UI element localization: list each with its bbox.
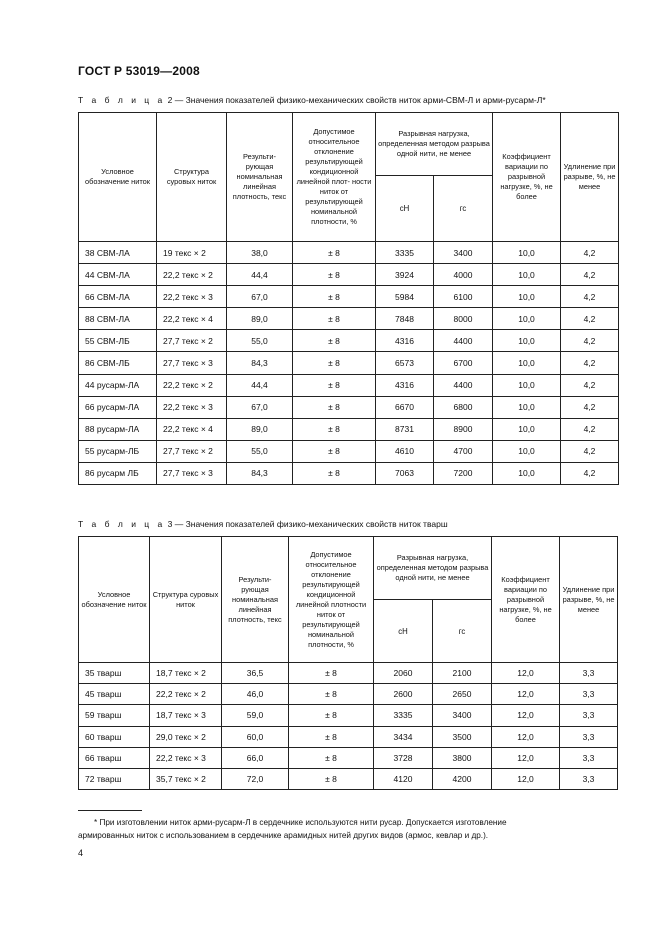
table-row [79, 418, 619, 440]
footnote [78, 816, 586, 842]
cell-load-cn: 7848 [376, 308, 434, 330]
cell-variation: 12,0 [492, 663, 560, 684]
cell-designation: 55 СВМ-ЛБ [79, 330, 157, 352]
table3-caption-number: 3 [167, 519, 173, 529]
cell-variation: 10,0 [493, 418, 561, 440]
cell-density: 59,0 [222, 705, 289, 726]
cell-density: 67,0 [227, 286, 293, 308]
cell-load-cn: 2600 [374, 684, 433, 705]
cell-deviation: ± 8 [289, 768, 374, 789]
cell-structure: 22,2 текс × 2 [150, 684, 222, 705]
header-load-cn: сН [374, 600, 433, 663]
cell-load-cn: 3728 [374, 747, 433, 768]
cell-load-cn: 3335 [374, 705, 433, 726]
table3 [78, 536, 618, 790]
cell-deviation: ± 8 [293, 242, 376, 264]
cell-structure: 29,0 текс × 2 [150, 726, 222, 747]
cell-elongation: 4,2 [561, 264, 619, 286]
cell-elongation: 4,2 [561, 396, 619, 418]
document-header: ГОСТ Р 53019—2008 [78, 64, 200, 78]
page-number: 4 [78, 848, 84, 858]
footnote-divider [78, 810, 142, 811]
cell-designation: 38 СВМ-ЛА [79, 242, 157, 264]
table-row [79, 462, 619, 484]
table2-caption-number: 2 [167, 95, 173, 105]
cell-structure: 19 текс × 2 [157, 242, 227, 264]
cell-structure: 22,2 текс × 2 [157, 264, 227, 286]
cell-elongation: 3,3 [560, 747, 618, 768]
table-row [79, 374, 619, 396]
cell-variation: 10,0 [493, 308, 561, 330]
cell-load-cn: 5984 [376, 286, 434, 308]
header-variation: Коэффициент вариации по разрывной нагрузке, %, не более [492, 537, 560, 663]
cell-variation: 12,0 [492, 684, 560, 705]
cell-deviation: ± 8 [293, 418, 376, 440]
cell-load-cn: 4316 [376, 330, 434, 352]
cell-structure: 22,2 текс × 4 [157, 308, 227, 330]
cell-load-cn: 3335 [376, 242, 434, 264]
cell-variation: 10,0 [493, 440, 561, 462]
cell-deviation: ± 8 [293, 286, 376, 308]
cell-structure: 35,7 текс × 2 [150, 768, 222, 789]
cell-variation: 10,0 [493, 330, 561, 352]
table3-body [79, 663, 618, 790]
cell-load-gs: 3400 [434, 242, 493, 264]
header-load-gs: гс [433, 600, 492, 663]
cell-designation: 88 русарм-ЛА [79, 418, 157, 440]
cell-density: 55,0 [227, 440, 293, 462]
cell-structure: 27,7 текс × 3 [157, 352, 227, 374]
cell-density: 89,0 [227, 308, 293, 330]
cell-load-cn: 6573 [376, 352, 434, 374]
cell-variation: 12,0 [492, 705, 560, 726]
cell-elongation: 4,2 [561, 440, 619, 462]
cell-load-gs: 4200 [433, 768, 492, 789]
cell-density: 84,3 [227, 352, 293, 374]
cell-load-gs: 2100 [433, 663, 492, 684]
cell-load-gs: 8900 [434, 418, 493, 440]
cell-load-gs: 6800 [434, 396, 493, 418]
cell-elongation: 4,2 [561, 286, 619, 308]
cell-density: 84,3 [227, 462, 293, 484]
cell-deviation: ± 8 [289, 705, 374, 726]
cell-load-gs: 4400 [434, 374, 493, 396]
cell-density: 60,0 [222, 726, 289, 747]
cell-variation: 10,0 [493, 374, 561, 396]
table2-caption-text: — Значения показателей физико-механических свойств ниток арми-СВМ-Л и арми-русарм-Л* [174, 95, 546, 105]
table-row [79, 726, 618, 747]
cell-load-cn: 8731 [376, 418, 434, 440]
cell-elongation: 4,2 [561, 352, 619, 374]
table3-caption-text: — Значения показателей физико-механических свойств ниток тварш [174, 519, 448, 529]
table-row [79, 286, 619, 308]
cell-designation: 88 СВМ-ЛА [79, 308, 157, 330]
cell-deviation: ± 8 [293, 352, 376, 374]
cell-density: 44,4 [227, 374, 293, 396]
cell-load-gs: 4700 [434, 440, 493, 462]
table-row [79, 352, 619, 374]
cell-designation: 59 тварш [79, 705, 150, 726]
cell-load-gs: 4400 [434, 330, 493, 352]
cell-variation: 12,0 [492, 726, 560, 747]
footnote-line-1: * При изготовлении ниток арми-русарм-Л в сердечнике используются нити русар. Допускается изготовление [94, 818, 507, 827]
cell-density: 72,0 [222, 768, 289, 789]
cell-elongation: 4,2 [561, 330, 619, 352]
cell-elongation: 3,3 [560, 663, 618, 684]
cell-structure: 18,7 текс × 3 [150, 705, 222, 726]
cell-load-cn: 6670 [376, 396, 434, 418]
header-designation: Условное обозначение ниток [79, 113, 157, 242]
cell-designation: 86 СВМ-ЛБ [79, 352, 157, 374]
table2 [78, 112, 619, 485]
cell-load-gs: 7200 [434, 462, 493, 484]
table-row [79, 747, 618, 768]
cell-load-cn: 4120 [374, 768, 433, 789]
cell-load-cn: 3924 [376, 264, 434, 286]
cell-elongation: 4,2 [561, 462, 619, 484]
cell-density: 36,5 [222, 663, 289, 684]
header-breaking-load: Разрывная нагрузка, определенная методом разрыва одной нити, не менее [376, 113, 493, 176]
footnote-line-2: армированных ниток с использованием в сердечнике арамидных нитей других видов (армос, кевлар и др.). [78, 831, 489, 840]
cell-deviation: ± 8 [293, 396, 376, 418]
cell-variation: 12,0 [492, 747, 560, 768]
cell-designation: 66 СВМ-ЛА [79, 286, 157, 308]
cell-structure: 22,2 текс × 3 [150, 747, 222, 768]
cell-density: 67,0 [227, 396, 293, 418]
cell-elongation: 4,2 [561, 374, 619, 396]
header-density: Результи- рующая номинальная линейная плотность, текс [227, 113, 293, 242]
header-variation: Коэффициент вариации по разрывной нагрузке, %, не более [493, 113, 561, 242]
cell-variation: 10,0 [493, 396, 561, 418]
cell-deviation: ± 8 [293, 330, 376, 352]
header-load-gs: гс [434, 176, 493, 242]
cell-designation: 72 тварш [79, 768, 150, 789]
cell-load-cn: 7063 [376, 462, 434, 484]
header-structure: Структура суровых ниток [150, 537, 222, 663]
cell-variation: 12,0 [492, 768, 560, 789]
cell-load-cn: 4610 [376, 440, 434, 462]
cell-deviation: ± 8 [289, 726, 374, 747]
cell-deviation: ± 8 [289, 747, 374, 768]
cell-load-gs: 3800 [433, 747, 492, 768]
cell-elongation: 3,3 [560, 768, 618, 789]
cell-variation: 10,0 [493, 286, 561, 308]
cell-density: 46,0 [222, 684, 289, 705]
cell-structure: 22,2 текс × 4 [157, 418, 227, 440]
cell-structure: 22,2 текс × 3 [157, 286, 227, 308]
cell-variation: 10,0 [493, 242, 561, 264]
cell-load-cn: 4316 [376, 374, 434, 396]
cell-load-gs: 6100 [434, 286, 493, 308]
cell-elongation: 3,3 [560, 684, 618, 705]
cell-deviation: ± 8 [293, 374, 376, 396]
header-deviation: Допустимое относительное отклонение результирующей кондиционной линейной плот- ности ниток от результирующей номинальной плотности, % [293, 113, 376, 242]
cell-deviation: ± 8 [293, 462, 376, 484]
cell-elongation: 3,3 [560, 705, 618, 726]
table-row [79, 684, 618, 705]
cell-elongation: 4,2 [561, 418, 619, 440]
cell-density: 44,4 [227, 264, 293, 286]
cell-load-cn: 3434 [374, 726, 433, 747]
cell-designation: 66 тварш [79, 747, 150, 768]
header-load-cn: сН [376, 176, 434, 242]
cell-designation: 66 русарм-ЛА [79, 396, 157, 418]
cell-load-cn: 2060 [374, 663, 433, 684]
cell-density: 55,0 [227, 330, 293, 352]
cell-designation: 60 тварш [79, 726, 150, 747]
cell-designation: 55 русарм-ЛБ [79, 440, 157, 462]
table-row [79, 242, 619, 264]
table-row [79, 308, 619, 330]
cell-structure: 22,2 текс × 2 [157, 374, 227, 396]
cell-load-gs: 4000 [434, 264, 493, 286]
cell-deviation: ± 8 [289, 684, 374, 705]
cell-variation: 10,0 [493, 462, 561, 484]
table-row [79, 330, 619, 352]
cell-elongation: 4,2 [561, 308, 619, 330]
cell-structure: 27,7 текс × 2 [157, 440, 227, 462]
cell-designation: 35 тварш [79, 663, 150, 684]
cell-load-gs: 8000 [434, 308, 493, 330]
cell-designation: 44 СВМ-ЛА [79, 264, 157, 286]
cell-density: 66,0 [222, 747, 289, 768]
table-row [79, 705, 618, 726]
header-deviation: Допустимое относительное отклонение результирующей кондиционной линейной плотности ниток от результирующей номинальной плотности, % [289, 537, 374, 663]
cell-designation: 44 русарм-ЛА [79, 374, 157, 396]
cell-load-gs: 2650 [433, 684, 492, 705]
table-row [79, 264, 619, 286]
table-row [79, 396, 619, 418]
cell-density: 89,0 [227, 418, 293, 440]
cell-load-gs: 3500 [433, 726, 492, 747]
header-designation: Условное обозначение ниток [79, 537, 150, 663]
table2-caption [78, 95, 546, 105]
cell-structure: 18,7 текс × 2 [150, 663, 222, 684]
cell-structure: 27,7 текс × 3 [157, 462, 227, 484]
header-elongation: Удлинение при разрыве, %, не менее [561, 113, 619, 242]
header-breaking-load: Разрывная нагрузка, определенная методом разрыва одной нити, не менее [374, 537, 492, 600]
table2-caption-label: Т а б л и ц а [78, 95, 166, 105]
cell-density: 38,0 [227, 242, 293, 264]
cell-designation: 86 русарм ЛБ [79, 462, 157, 484]
cell-elongation: 4,2 [561, 242, 619, 264]
table3-caption [78, 519, 448, 529]
cell-load-gs: 6700 [434, 352, 493, 374]
cell-deviation: ± 8 [289, 663, 374, 684]
table3-caption-label: Т а б л и ц а [78, 519, 166, 529]
header-elongation: Удлинение при разрыве, %, не менее [560, 537, 618, 663]
cell-deviation: ± 8 [293, 264, 376, 286]
cell-structure: 22,2 текс × 3 [157, 396, 227, 418]
table2-body [79, 242, 619, 485]
cell-structure: 27,7 текс × 2 [157, 330, 227, 352]
cell-variation: 10,0 [493, 352, 561, 374]
header-structure: Структура суровых ниток [157, 113, 227, 242]
table-row [79, 440, 619, 462]
cell-variation: 10,0 [493, 264, 561, 286]
cell-deviation: ± 8 [293, 308, 376, 330]
cell-elongation: 3,3 [560, 726, 618, 747]
header-density: Результи- рующая номинальная линейная плотность, текс [222, 537, 289, 663]
table-row [79, 768, 618, 789]
cell-load-gs: 3400 [433, 705, 492, 726]
cell-designation: 45 тварш [79, 684, 150, 705]
table-row [79, 663, 618, 684]
cell-deviation: ± 8 [293, 440, 376, 462]
